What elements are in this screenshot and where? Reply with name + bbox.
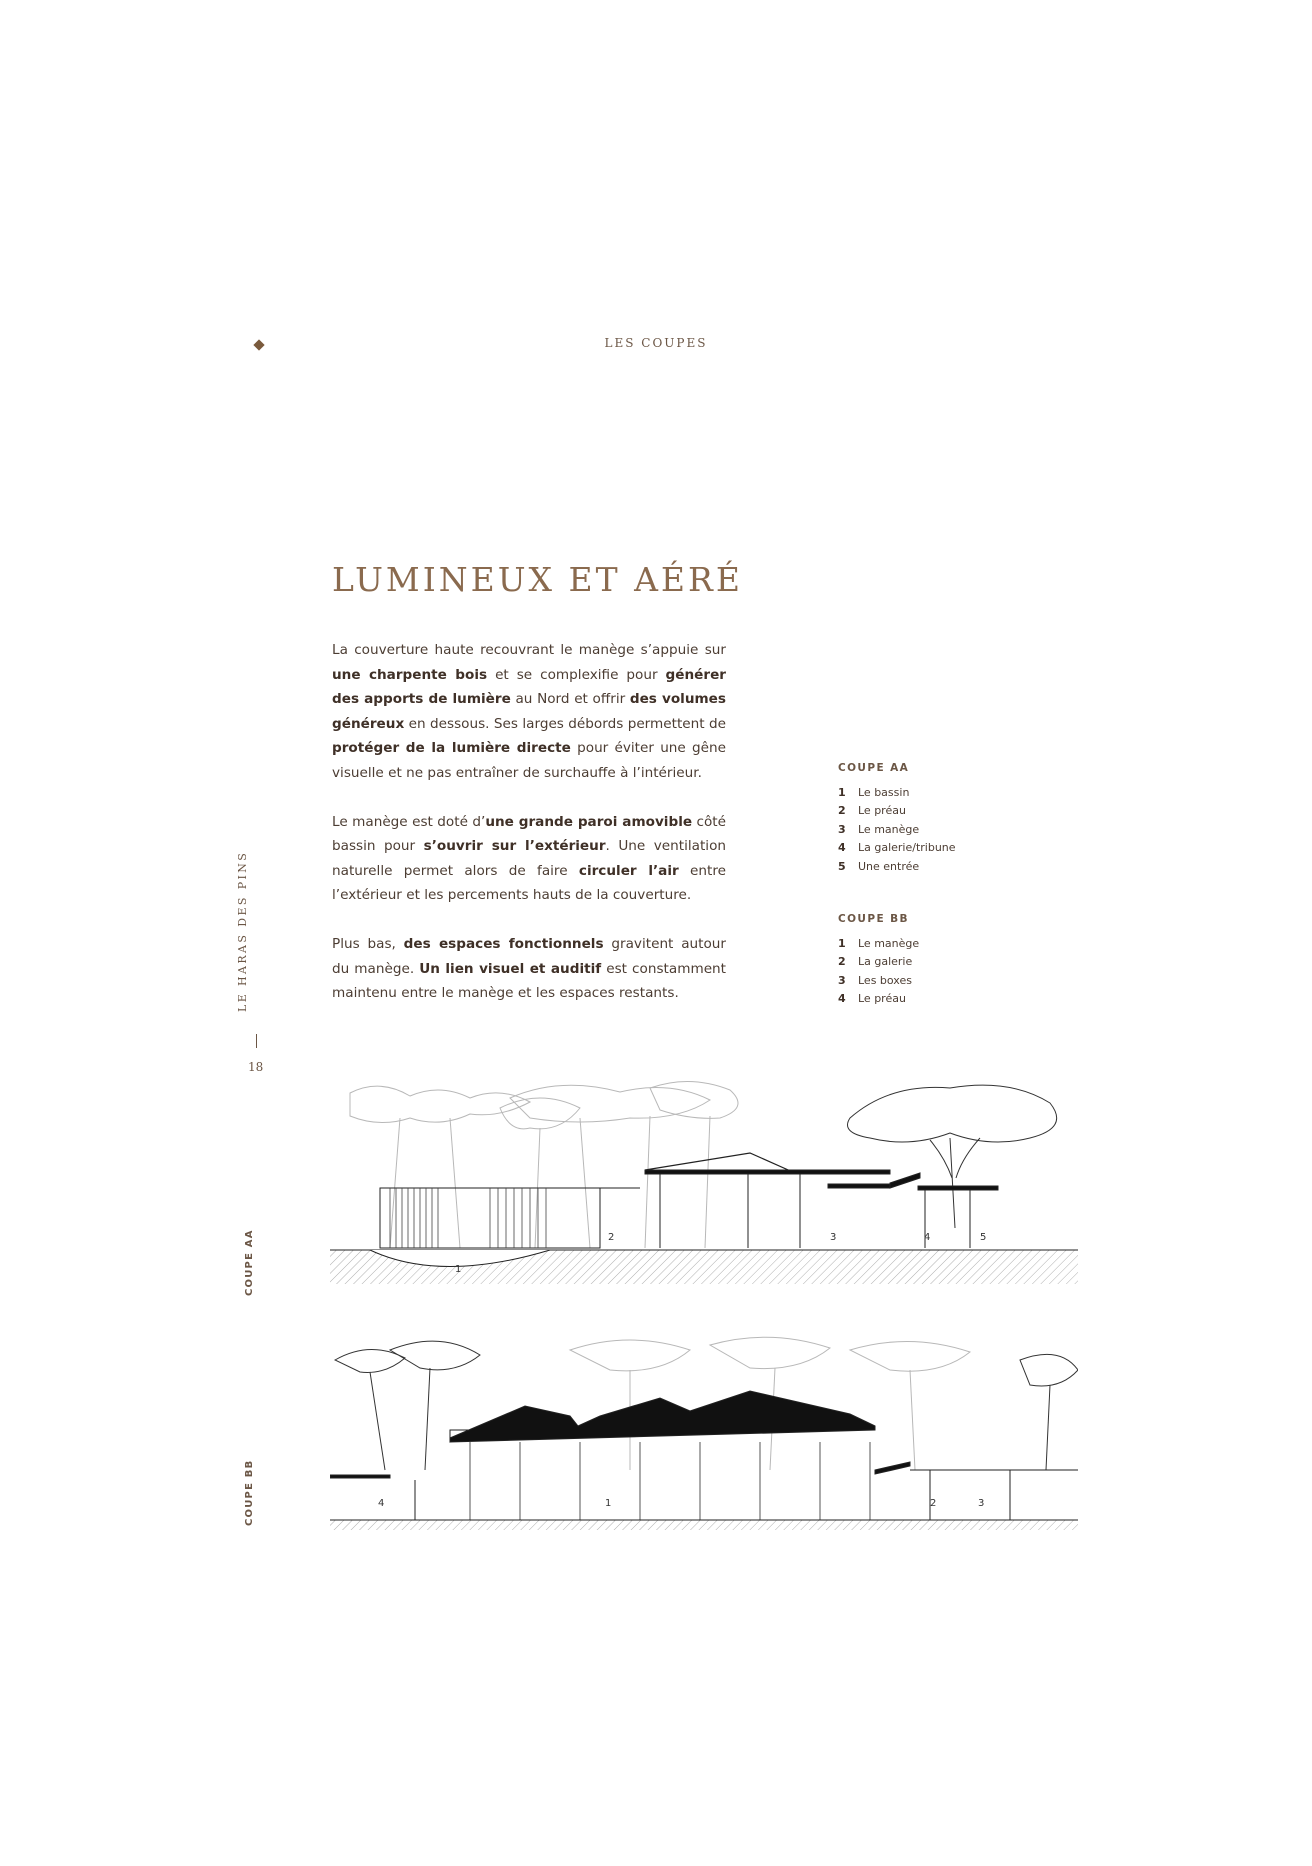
legend-item [838,839,1018,858]
body-text [332,638,726,1030]
legend-item [838,934,1018,953]
section-label-bb: COUPE BB [244,1459,255,1526]
legend-item [838,783,1018,802]
tree-large-aa [848,1085,1057,1228]
legend-label: Le préau [858,992,906,1006]
legend-item [838,971,1018,990]
legend-label: Le bassin [858,785,910,799]
legend-num: 3 [838,973,846,987]
legend-coupe-aa [838,762,1018,876]
paragraph-1 [332,638,726,785]
tag-1: 1 [605,1498,612,1509]
legend-num: 1 [838,785,846,799]
tag-4: 4 [378,1498,385,1509]
page-number: 18 [248,1060,264,1074]
section-drawing-bb [330,1330,1078,1530]
emphasis-text: des volumes généreux [332,691,726,732]
legend-label: Le préau [858,804,906,818]
legend-coupe-bb [838,913,1018,1008]
legend-label: Les boxes [858,973,912,987]
emphasis-text: une charpente bois [332,666,488,683]
body-segment: côté bassin pour [332,813,726,854]
legend-num: 5 [838,859,846,873]
body-segment: Plus bas, [332,936,404,952]
legend-label: Le manège [858,936,920,950]
tag-1: 1 [455,1264,462,1275]
emphasis-text: protéger de la lumière directe [332,740,571,756]
paragraph-3 [332,932,726,1006]
page-title: LUMINEUX ET AÉRÉ [332,560,743,599]
emphasis-text: Un lien visuel et auditif [419,960,602,977]
body-segment: est constamment maintenu entre le manège et les espaces restants. [332,960,726,1001]
paragraph-2 [332,810,726,908]
body-segment: entre l’extérieur et les percements hauts de la couverture. [332,862,726,903]
body-segment: Le manège est doté d’ [332,813,486,830]
body-segment: . Une ventilation naturelle permet alors de faire [332,838,727,879]
legend-num: 4 [838,992,846,1006]
section-header: LES COUPES [604,336,708,350]
body-segment: La couverture haute recouvrant le manège s’appuie sur [332,642,726,658]
ground-bb [330,1520,1078,1530]
sidebar-document-title: LE HARAS DES PINS [236,850,249,1012]
emphasis-text: circuler l’air [578,862,679,879]
emphasis-text: générer des apports de lumière [332,666,726,707]
building-bb [330,1391,1078,1520]
legend-item [838,820,1018,839]
sidebar-divider [256,1034,257,1048]
legend-item [838,990,1018,1009]
legend-label: Le manège [858,822,920,836]
legend-item [838,857,1018,876]
legend-label: La galerie/tribune [858,841,956,855]
legend-num: 2 [838,955,846,969]
legend-num: 4 [838,841,846,855]
body-segment: en dessous. Ses larges débords permettent de [404,715,726,732]
body-segment: gravitent autour du manège. [332,936,726,977]
legend-num: 2 [838,804,846,818]
tag-4: 4 [924,1232,931,1243]
legend-item [838,953,1018,972]
legend-title: COUPE AA [838,762,910,774]
section-drawing-aa [330,1078,1078,1298]
emphasis-text: des espaces fonctionnels [403,936,604,952]
emphasis-text: s’ouvrir sur l’extérieur [423,838,606,854]
legend-label: Une entrée [858,859,920,873]
body-segment: et se complexifie pour [487,666,666,683]
legend-num: 1 [838,936,846,950]
legend-title: COUPE BB [838,913,909,925]
tag-2: 2 [608,1232,615,1243]
emphasis-text: une grande paroi amovible [485,813,693,830]
body-segment: au Nord et offrir [510,691,630,707]
building-aa [380,1153,998,1248]
tag-3: 3 [978,1498,985,1509]
ground-aa [330,1250,1078,1284]
legend-label: La galerie [858,955,913,969]
section-label-aa: COUPE AA [244,1229,255,1296]
tag-2: 2 [930,1498,937,1509]
body-segment: pour éviter une gêne visuelle et ne pas entraîner de surchauffe à l’intérieur. [332,740,726,781]
legend-num: 3 [838,822,846,836]
legend-item [838,802,1018,821]
tag-3: 3 [830,1232,837,1243]
tag-5: 5 [980,1232,987,1243]
